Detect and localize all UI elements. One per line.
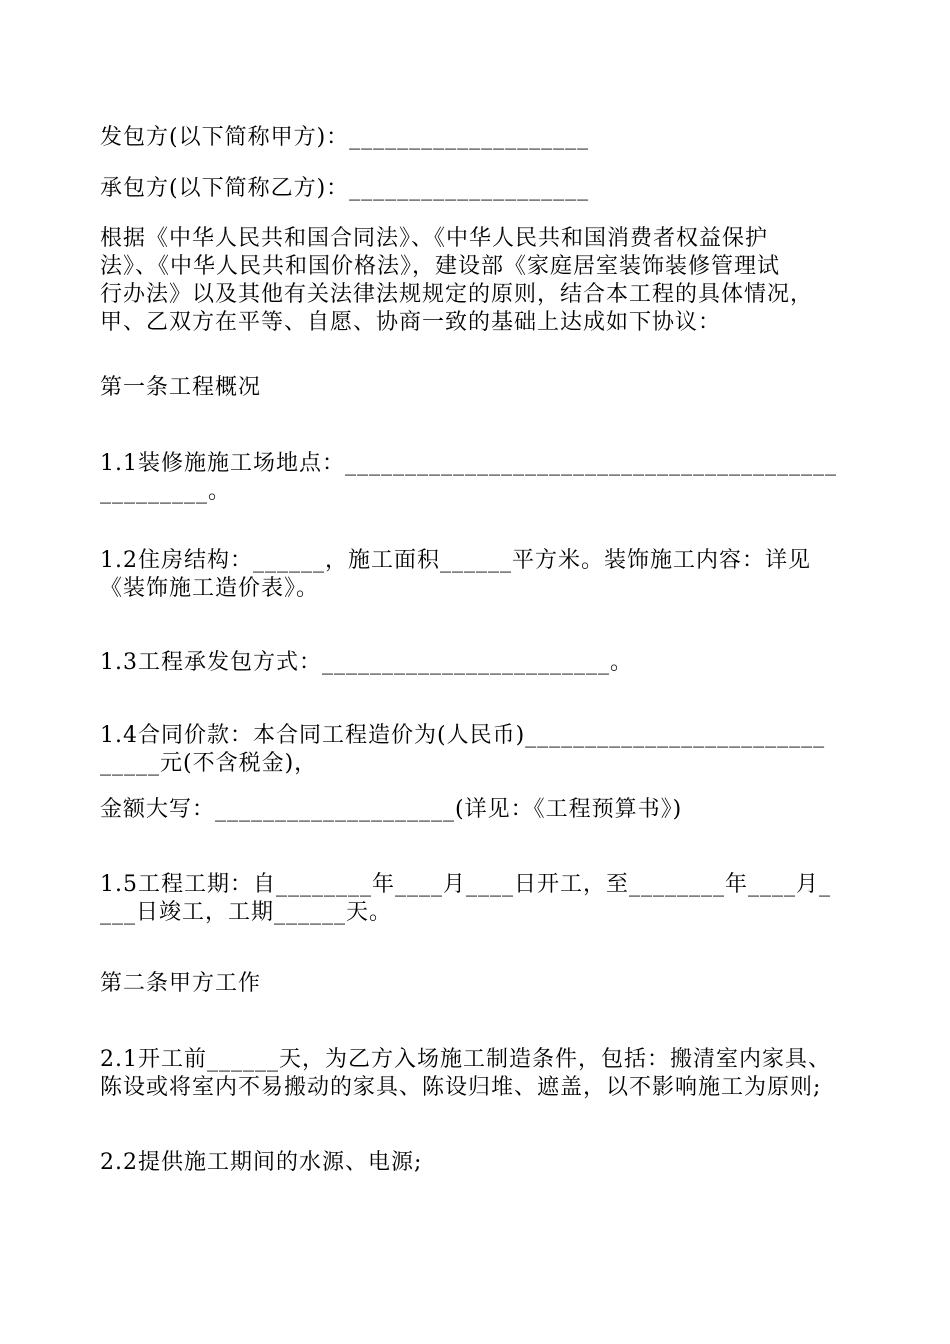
item-2-2: 2.2提供施工期间的水源、电源; — [100, 1150, 423, 1175]
item-1-2 — [100, 547, 860, 603]
amount-capital-line: 金额大写：____________________(详见：《工程预算书》) — [100, 797, 683, 822]
item-1-1-line-1: 1.1装修施施工场地点：_________________________________________ — [100, 451, 837, 476]
item-1-4-line-1: 1.4合同价款：本合同工程造价为(人民币)_________________________ — [100, 723, 826, 748]
item-1-5-line-2: ___日竣工，工期______天。 — [100, 900, 393, 925]
party-a-line: 发包方(以下简称甲方)：____________________ — [100, 125, 590, 150]
intro-line-1: 根据《中华人民共和国合同法》、《中华人民共和国消费者权益保护 — [100, 226, 769, 251]
article-1-heading: 第一条工程概况 — [100, 375, 262, 400]
item-1-2-line-2: 《装饰施工造价表》。 — [100, 576, 320, 601]
item-1-4-line-2: _____元(不含税金)， — [100, 751, 318, 776]
intro-line-4: 甲、乙双方在平等、自愿、协商一致的基础上达成如下协议： — [100, 310, 722, 335]
item-1-2-line-1: 1.2住房结构：______，施工面积______平方米。装饰施工内容：详见 — [100, 548, 811, 573]
intro-line-3: 行办法》以及其他有关法律法规规定的原则，结合本工程的具体情况， — [100, 282, 814, 307]
item-2-1-line-2: 陈设或将室内不易搬动的家具、陈设归堆、遮盖，以不影响施工为原则; — [100, 1075, 822, 1100]
intro-line-2: 法》、《中华人民共和国价格法》，建设部《家庭居室装饰装修管理试 — [100, 254, 781, 279]
party-b-line: 承包方(以下简称乙方)：____________________ — [100, 176, 590, 201]
intro-paragraph — [100, 225, 860, 337]
item-1-5 — [100, 871, 860, 927]
item-1-5-line-1: 1.5工程工期：自________年____月____日开工，至________年____月_ — [100, 872, 831, 897]
item-2-1-line-1: 2.1开工前______天，为乙方入场施工制造条件，包括：搬清室内家具、 — [100, 1047, 831, 1072]
article-2-heading: 第二条甲方工作 — [100, 971, 262, 996]
item-1-1-line-2: _________。 — [100, 479, 232, 504]
item-2-1 — [100, 1046, 860, 1102]
item-1-4 — [100, 722, 860, 778]
item-1-1 — [100, 450, 860, 506]
item-1-3: 1.3工程承发包方式：________________________。 — [100, 650, 633, 675]
